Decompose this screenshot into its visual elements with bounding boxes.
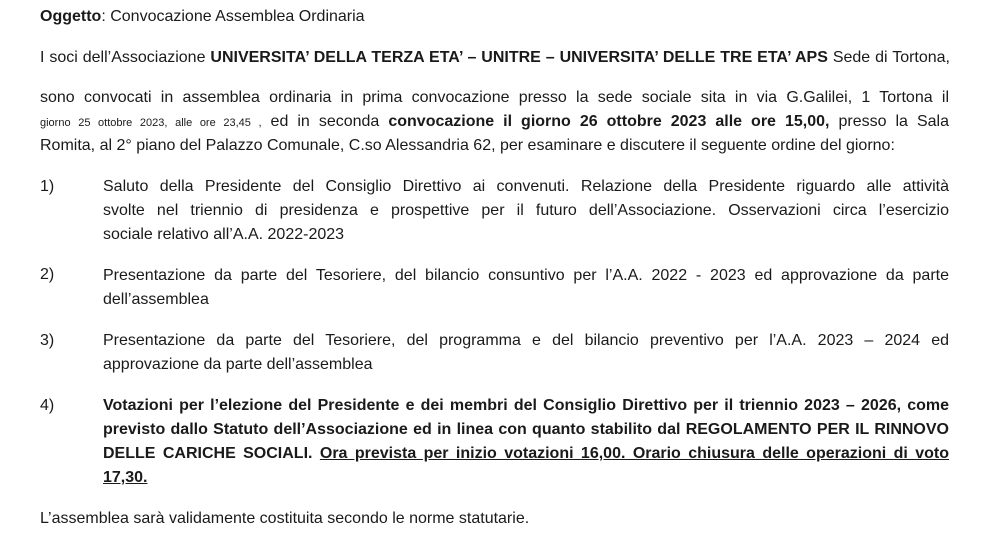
subject-text: : Convocazione Assemblea Ordinaria: [101, 8, 365, 25]
agenda-item-1: [103, 175, 949, 247]
agenda-item-4-line-3: [103, 442, 949, 466]
agenda-item-1-line-3: sociale relativo all’A.A. 2022-2023: [103, 226, 345, 243]
organization-name: UNIVERSITA’ DELLA TERZA ETA’ – UNITRE – UNIVERSITA’ DELLE TRE ETA’ APS: [210, 49, 828, 66]
intro-line-4: Romita, al 2° piano del Palazzo Comunale, C.so Alessandria 62, per esaminare e discutere il seguente ordine del giorno:: [40, 137, 895, 154]
agenda-item-4-line-1: Votazioni per l’elezione del Presidente e dei membri del Consiglio Direttivo per il triennio 2023 – 2026, come: [103, 397, 949, 414]
agenda-item-4-line-3-plain: DELLE CARICHE SOCIALI.: [103, 445, 320, 462]
agenda-item-3-line-1: Presentazione da parte del Tesoriere, del programma e del bilancio preventivo per l’A.A. 2023 – 2024 ed: [103, 332, 949, 349]
intro-line-3: [40, 113, 949, 131]
agenda-item-3: [103, 329, 949, 377]
agenda-item-1-line-1: Saluto della Presidente del Consiglio Direttivo ai convenuti. Relazione della Presidente riguardo alle attività: [103, 178, 949, 195]
closing-statement: L’assemblea sarà validamente costituita secondo le norme statutarie.: [40, 510, 530, 527]
subject-line: [40, 8, 365, 26]
second-convocation-date: convocazione il giorno 26 ottobre 2023 alle ore 15,00,: [388, 113, 830, 130]
agenda-item-2: [103, 264, 949, 312]
intro-line-3-mid: ed in seconda: [261, 113, 389, 130]
subject-label: Oggetto: [40, 8, 102, 25]
intro-suffix: Sede di Tortona,: [827, 49, 951, 66]
agenda-number-1: 1): [40, 178, 55, 195]
agenda-number-2: 2): [40, 266, 55, 283]
first-convocation-date: giorno 25 ottobre 2023, alle ore 23,45 ,: [40, 117, 262, 129]
agenda-item-2-line-2: dell’assemblea: [103, 291, 209, 308]
agenda-item-1-line-2: svolte nel triennio di presidenza e prospettive per il futuro dell’Associazione. Osservazioni circa l’esercizio: [103, 202, 949, 219]
voting-hours-text: Ora prevista per inizio votazioni 16,00. Orario chiusura delle operazioni di voto: [319, 445, 949, 462]
agenda-item-4-line-2: previsto dallo Statuto dell’Associazione ed in linea con quanto stabilito dal REGOLAMENTO PER IL RINNOVO: [103, 421, 949, 438]
agenda-item-2-line-1: Presentazione da parte del Tesoriere, del bilancio consuntivo per l’A.A. 2022 - 2023 ed approvazione da parte: [103, 267, 949, 284]
intro-prefix: I soci dell’Associazione: [40, 49, 211, 66]
voting-close-time: 17,30.: [103, 469, 148, 486]
agenda-item-3-line-2: approvazione da parte dell’assemblea: [103, 356, 373, 373]
intro-line-2: sono convocati in assemblea ordinaria in prima convocazione presso la sede sociale sita in via G.Galilei, 1 Tortona il: [40, 89, 949, 106]
agenda-number-3: 3): [40, 332, 55, 349]
agenda-item-4: [103, 394, 949, 490]
agenda-number-4: 4): [40, 397, 55, 414]
intro-line-1: [40, 49, 950, 67]
intro-line-3-end: presso la Sala: [829, 113, 949, 130]
